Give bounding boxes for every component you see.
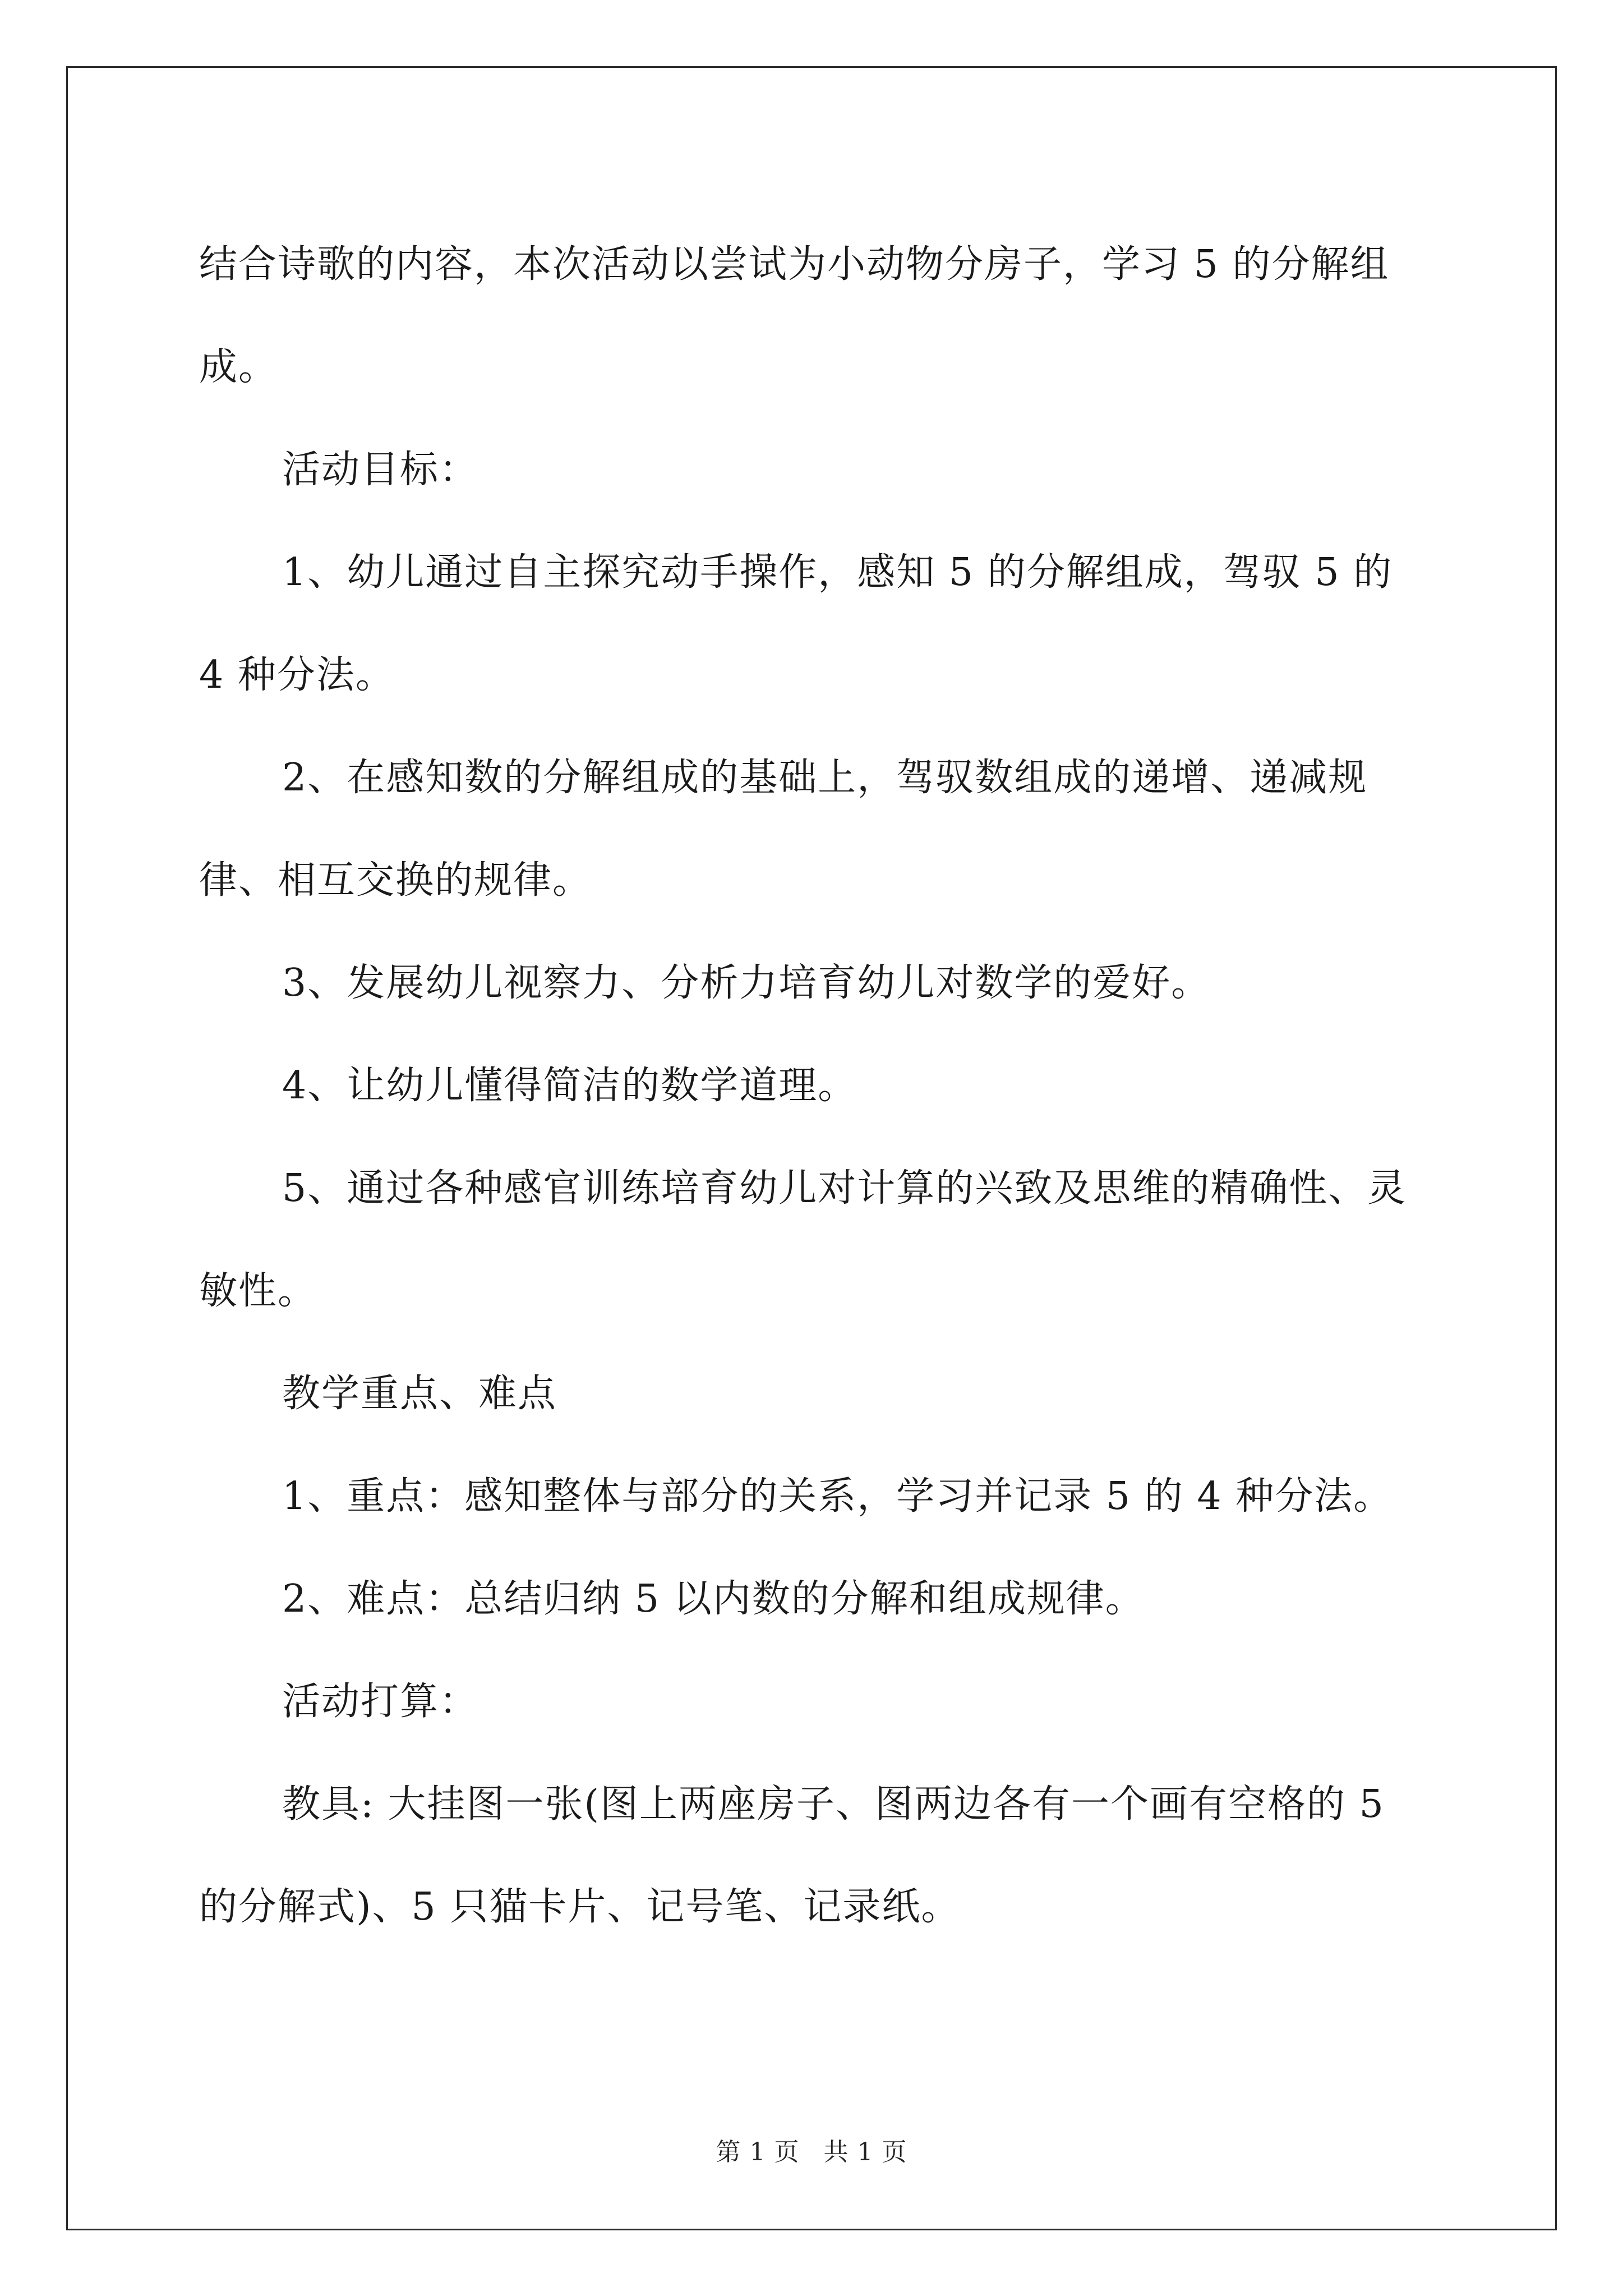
goal-item-4: 4、让幼儿懂得简洁的数学道理。 <box>282 1064 857 1108</box>
teaching-aids: 教具: 大挂图一张(图上两座房子、图两边各有一个画有空格的 5 的分解式)、5 只猫卡片、记号笔、记录纸。 <box>199 1782 1385 1929</box>
heading-activity-goals: 活动目标： <box>282 448 479 492</box>
paragraph-intro: 结合诗歌的内容，本次活动以尝试为小动物分房子，学习 5 的分解组成。 <box>199 242 1390 389</box>
goal-item-5: 5、通过各种感官训练培育幼儿对计算的兴致及思维的精确性、灵敏性。 <box>199 1166 1407 1313</box>
page-total: 共 1 页 <box>823 2138 907 2166</box>
key-point-2: 2、难点：总结归纳 5 以内数的分解和组成规律。 <box>282 1577 1145 1621</box>
goal-item-2: 2、在感知数的分解组成的基础上，驾驭数组成的递增、递减规律、相互交换的规律。 <box>199 756 1368 903</box>
page-footer <box>0 2132 1623 2168</box>
heading-activity-prep: 活动打算： <box>282 1680 479 1724</box>
goal-item-1: 1、幼儿通过自主探究动手操作，感知 5 的分解组成，驾驭 5 的 4 种分法。 <box>199 550 1393 697</box>
goal-item-3: 3、发展幼儿视察力、分析力培育幼儿对数学的爱好。 <box>282 961 1211 1005</box>
document-body <box>199 213 1430 1958</box>
page-number: 第 1 页 <box>716 2138 800 2166</box>
key-point-1: 1、重点：感知整体与部分的关系，学习并记录 5 的 4 种分法。 <box>282 1474 1393 1519</box>
heading-key-points: 教学重点、难点 <box>282 1372 557 1416</box>
